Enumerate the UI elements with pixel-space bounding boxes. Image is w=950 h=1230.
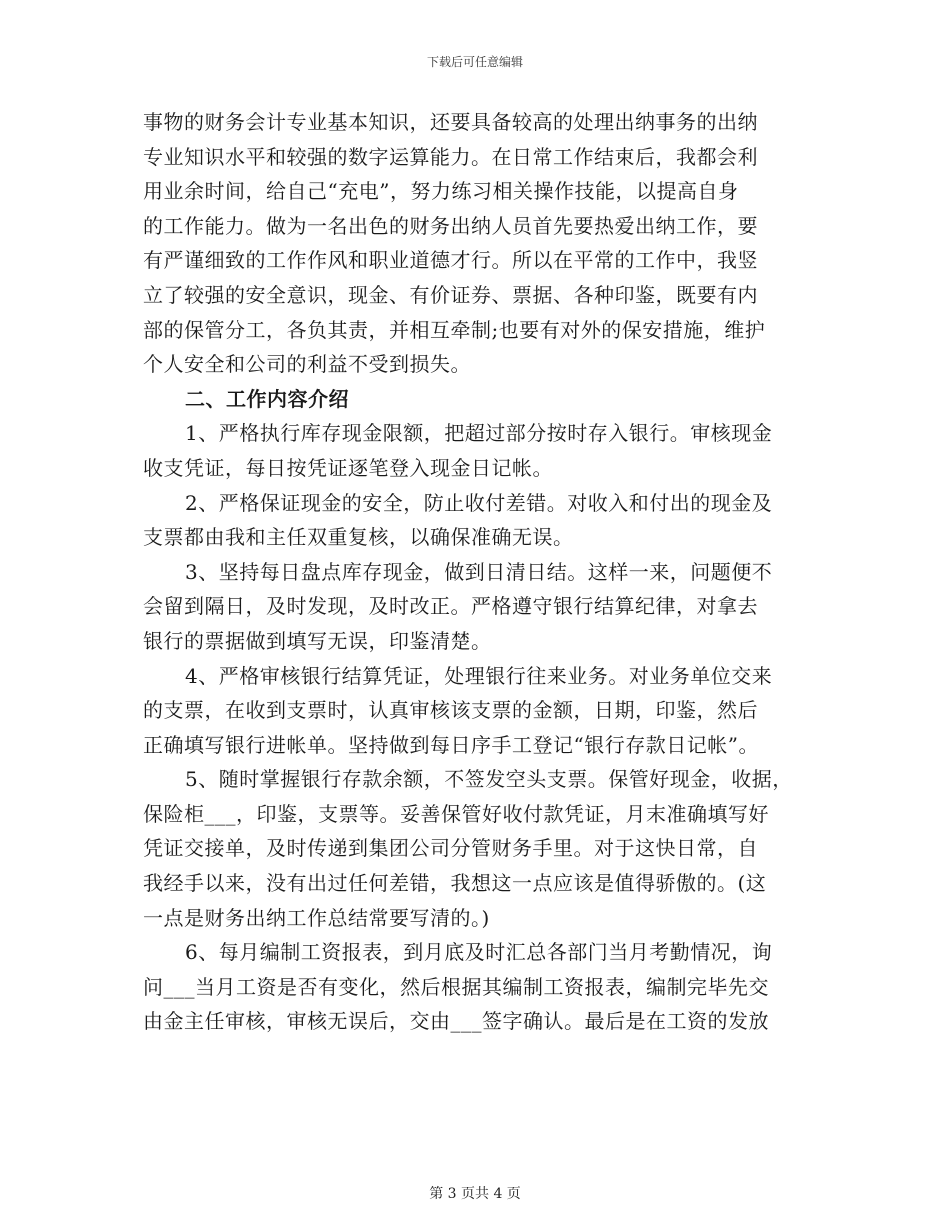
text-line: 会留到隔日，及时发现，及时改正。严格遵守银行结算纪律，对拿去 <box>143 594 758 619</box>
text-line: 由金主任审核，审核无误后，交由___签字确认。最后是在工资的发放 <box>143 1009 769 1034</box>
text-line: 立了较强的安全意识，现金、有价证券、票据、各种印鉴，既要有内 <box>143 282 758 307</box>
text-line: 正确填写银行进帐单。坚持做到每日序手工登记“银行存款日记帐”。 <box>143 732 759 757</box>
text-line: 6、每月编制工资报表，到月底及时汇总各部门当月考勤情况，询 <box>185 940 773 965</box>
text-line: 的工作能力。做为一名出色的财务出纳人员首先要热爱出纳工作，要 <box>143 213 758 238</box>
text-line: 一点是财务出纳工作总结常要写清的。) <box>143 905 490 930</box>
text-line: 个人安全和公司的利益不受到损失。 <box>143 352 471 377</box>
text-line: 收支凭证，每日按凭证逐笔登入现金日记帐。 <box>143 455 553 480</box>
text-line: 用业余时间，给自己“充电”，努力练习相关操作技能，以提高自身 <box>143 179 739 204</box>
text-line: 专业知识水平和较强的数字运算能力。在日常工作结束后，我都会利 <box>143 144 758 169</box>
page-header: 下载后可任意编辑 <box>426 55 523 69</box>
text-line: 部的保管分工，各负其责，并相互牵制;也要有对外的保安措施，维护 <box>143 317 766 342</box>
text-line: 问___当月工资是否有变化，然后根据其编制工资报表，编制完毕先交 <box>143 974 769 999</box>
text-line: 的支票，在收到支票时，认真审核该支票的金额，日期，印鉴，然后 <box>143 698 758 723</box>
text-line: 凭证交接单，及时传递到集团公司分管财务手里。对于这快日常，自 <box>143 836 758 861</box>
text-line: 事物的财务会计专业基本知识，还要具备较高的处理出纳事务的出纳 <box>143 110 758 134</box>
page-footer: 第 3 页共 4 页 <box>429 1186 521 1202</box>
document-body <box>143 105 808 1039</box>
text-line: 1、严格执行库存现金限额，把超过部分按时存入银行。审核现金 <box>185 421 773 446</box>
text-line: 我经手以来，没有出过任何差错，我想这一点应该是值得骄傲的。(这 <box>143 871 767 896</box>
text-line: 支票都由我和主任双重复核，以确保准确无误。 <box>143 525 574 550</box>
text-line: 3、坚持每日盘点库存现金，做到日清日结。这样一来，问题便不 <box>185 559 773 584</box>
text-line: 银行的票据做到填写无误，印鉴清楚。 <box>143 628 492 653</box>
text-line: 保险柜___，印鉴，支票等。妥善保管好收付款凭证，月末准确填写好 <box>143 801 769 826</box>
section-heading: 二、工作内容介绍 <box>185 386 349 411</box>
text-line: 2、严格保证现金的安全，防止收付差错。对收入和付出的现金及 <box>185 490 773 515</box>
text-line: 有严谨细致的工作作风和职业道德才行。所以在平常的工作中，我竖 <box>143 248 758 273</box>
text-line: 5、随时掌握银行存款余额，不签发空头支票。保管好现金，收据， <box>185 767 793 792</box>
text-line: 4、严格审核银行结算凭证，处理银行往来业务。对业务单位交来 <box>185 663 773 688</box>
